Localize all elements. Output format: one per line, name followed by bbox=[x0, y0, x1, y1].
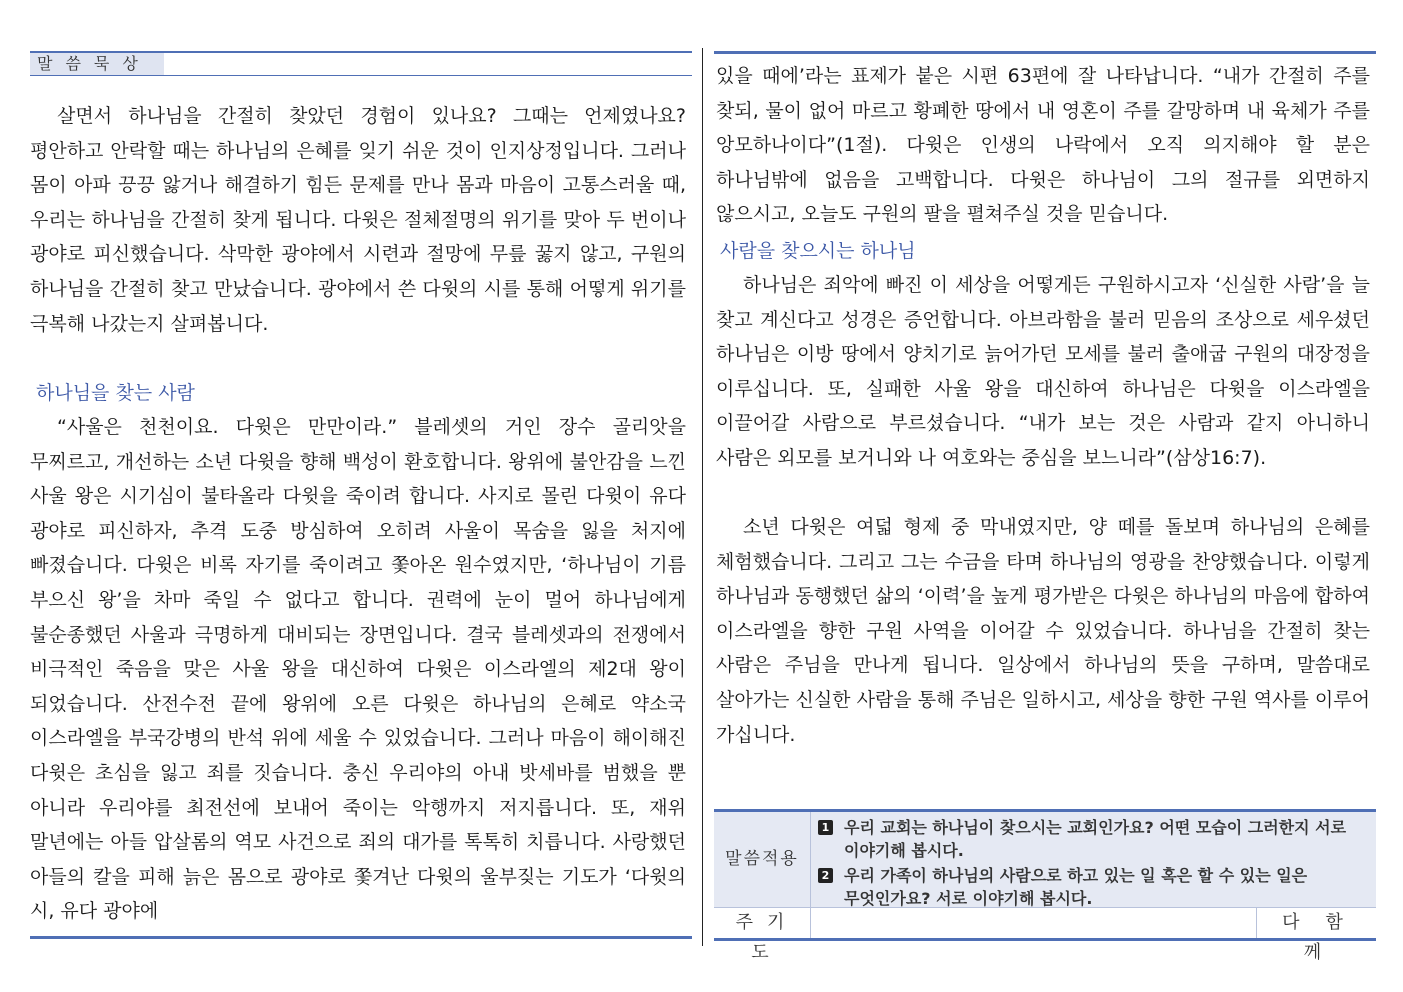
question-item-2 bbox=[818, 864, 1363, 910]
heading-god-seeks-people: 사람을 찾으시는 하나님 bbox=[720, 240, 916, 262]
paragraph-david-story: “사울은 천천이요. 다윗은 만만이라.” 블레셋의 거인 장수 골리앗을 무찌르고, 개선하는 소년 다윗을 향해 백성이 환호합니다. 왕위에 불안감을 느낀 사울 왕은 시기심이 불타올라 다윗을 죽이려 합니다. 사지로 몰린 다윗이 유다 광야로 피신하자, 추격 도중 방심하여 오히려 사울이 목숨을 잃을 처지에 빠졌습니다. 다윗은 비록 자기를 죽이려고 쫓아온 원수였지만, ‘하나님이 기름 부으신 왕’을 차마 죽일 수 없다고 합니다. 권력에 눈이 멀어 하나님에게 불순종했던 사울과 극명하게 대비되는 장면입니다. 결국 블레셋과의 전쟁에서 비극적인 죽음을 맞은 사울 왕을 대신하여 다윗은 이스라엘의 제2대 왕이 되었습니다. 산전수전 끝에 왕위에 오른 다윗은 하나님의 은혜로 약소국 이스라엘을 부국강병의 반석 위에 세울 수 있었습니다. 그러나 마음이 해이해진 다윗은 초심을 잃고 죄를 짓습니다. 충신 우리야의 아내 밧세바를 범했을 뿐 아니라 우리야를 최전선에 보내어 죽이는 악행까지 저지릅니다. 또, 재위 말년에는 아들 압살롬의 역모 사건으로 죄의 대가를 톡톡히 치릅니다. 사랑했던 아들의 칼을 피해 늙은 몸으로 광야로 쫓겨난 다윗의 울부짖는 기도가 ‘다윗의 시, 유다 광야에 bbox=[30, 416, 686, 923]
heading-seeking-people: 하나님을 찾는 사람 bbox=[36, 382, 195, 404]
header-underline bbox=[30, 75, 692, 76]
application-box bbox=[714, 809, 1376, 907]
paragraph-psalm-63: 있을 때에’라는 표제가 붙은 시편 63편에 잘 나타납니다. “내가 간절히 주를 찾되, 물이 없어 마르고 황폐한 땅에서 내 영혼이 주를 갈망하며 내 육체가 주를 앙모하나이다”(1절). 다윗은 인생의 나락에서 오직 의지해야 할 분은 하나님밖에 없음을 고백합니다. 다윗은 하나님이 그의 절규를 외면하지 않으시고, 오늘도 구원의 팔을 펼쳐주실 것을 믿습니다. bbox=[716, 65, 1370, 226]
bottom-rule-left bbox=[30, 936, 692, 939]
together-label: 다함께 bbox=[1256, 908, 1376, 938]
question-number-1: 1 bbox=[818, 820, 833, 835]
prayer-blank-cell bbox=[810, 908, 1257, 938]
application-label: 말씀적용 bbox=[714, 812, 811, 907]
lords-prayer-label: 주기도 bbox=[735, 912, 799, 963]
prayer-row bbox=[714, 907, 1376, 963]
question-item-1 bbox=[818, 816, 1363, 862]
intro-paragraph: 살면서 하나님을 간절히 찾았던 경험이 있나요? 그때는 언제였나요? 평안하고 안락할 때는 하나님의 은혜를 잊기 쉬운 것이 인지상정입니다. 그러나 몸이 아파 끙끙 앓거나 해결하기 힘든 문제를 만나 몸과 마음이 고통스러울 때, 우리는 하나님을 간절히 찾게 됩니다. 다윗은 절체절명의 위기를 맞아 두 번이나 광야로 피신했습니다. 삭막한 광야에서 시련과 절망에 무릎 꿇지 않고, 구원의 하나님을 간절히 찾고 만났습니다. 광야에서 쓴 다윗의 시를 통해 어떻게 위기를 극복해 나갔는지 살펴봅니다. bbox=[30, 105, 686, 335]
question-text-2: 우리 가족이 하나님의 사람으로 하고 있는 일 혹은 할 수 있는 일은 무엇인가요? 서로 이야기해 봅시다. bbox=[844, 866, 1308, 908]
question-list bbox=[818, 816, 1363, 912]
section-label: 말씀묵상 bbox=[30, 53, 164, 75]
column-divider bbox=[702, 48, 703, 946]
paragraph-young-david: 소년 다윗은 여덟 형제 중 막내였지만, 양 떼를 돌보며 하나님의 은혜를 체험했습니다. 그리고 그는 수금을 타며 하나님의 영광을 찬양했습니다. 이렇게 하나님과 동행했던 삶의 ‘이력’을 높게 평가받은 다윗은 하나님의 마음에 합하여 이스라엘을 향한 구원 사역을 이어갈 수 있었습니다. 하나님을 간절히 찾는 사람은 주님을 만나게 됩니다. 일상에서 하나님의 뜻을 구하며, 말씀대로 살아가는 신실한 사람을 통해 주님은 일하시고, 세상을 향한 구원 역사를 이루어 가십니다. bbox=[716, 516, 1370, 746]
top-rule-right bbox=[714, 51, 1376, 54]
question-text-1: 우리 교회는 하나님이 찾으시는 교회인가요? 어떤 모습이 그러한지 서로 이야기해 봅시다. bbox=[844, 818, 1347, 860]
question-number-2: 2 bbox=[818, 868, 833, 883]
paragraph-faithful-people: 하나님은 죄악에 빠진 이 세상을 어떻게든 구원하시고자 ‘신실한 사람’을 늘 찾고 계신다고 성경은 증언합니다. 아브라함을 불러 믿음의 조상으로 세우셨던 하나님은 이방 땅에서 양치기로 늙어가던 모세를 불러 출애굽 구원의 대장정을 이루십니다. 또, 실패한 사울 왕을 대신하여 하나님은 다윗을 이스라엘을 이끌어갈 사람으로 부르셨습니다. “내가 보는 것은 사람과 같지 아니하니 사람은 외모를 보거니와 나 여호와는 중심을 보느니라”(삼상16:7). bbox=[716, 274, 1370, 469]
